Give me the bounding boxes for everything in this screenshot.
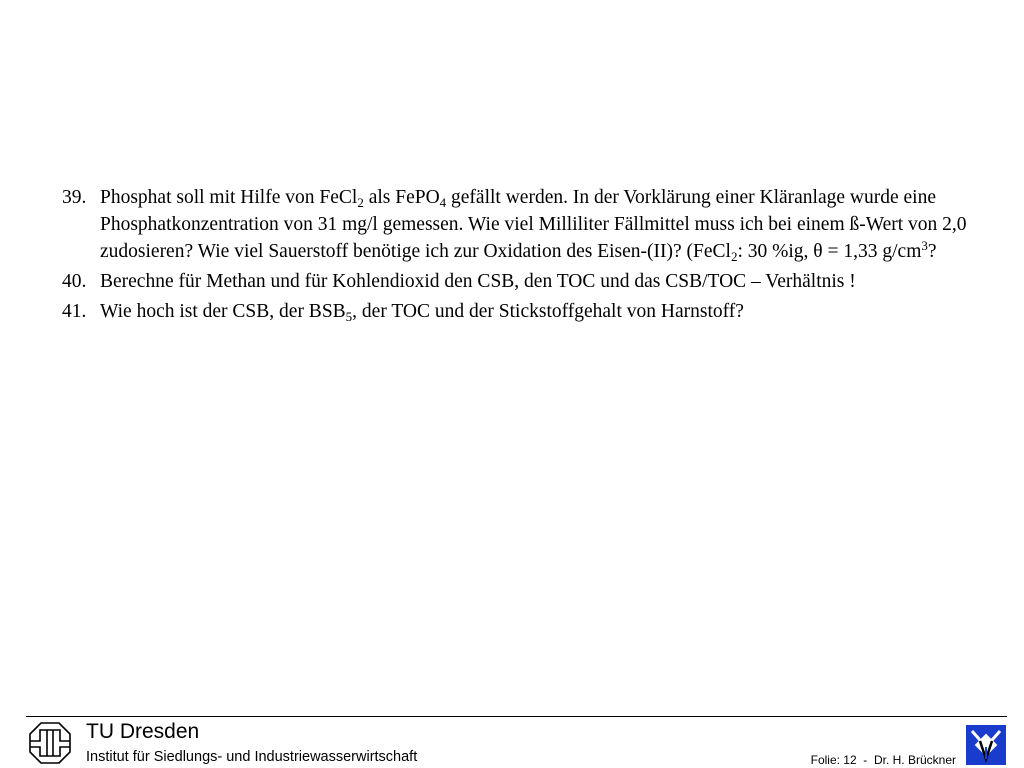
question-number: 39. <box>62 187 87 208</box>
footer-institute: Institut für Siedlungs- und Industriewasserwirtschaft <box>86 749 418 765</box>
text-segment: : 30 %ig, θ = 1,33 g/cm <box>737 241 922 262</box>
footer-university: TU Dresden <box>86 720 200 743</box>
text-segment: ? <box>927 241 937 262</box>
institute-logo-icon <box>966 725 1006 765</box>
question-text <box>100 187 967 262</box>
tu-dresden-logo-icon <box>26 720 74 766</box>
question-text: Berechne für Methan und für Kohlendioxid den CSB, den TOC und das CSB/TOC – Verhältnis ! <box>100 271 856 292</box>
question-number: 41. <box>62 301 87 322</box>
footer-divider <box>26 716 1007 717</box>
subscript: 5 <box>345 309 353 324</box>
question-number: 40. <box>62 271 87 292</box>
question-40 <box>62 268 972 295</box>
question-text <box>100 301 744 322</box>
text-segment: als FePO <box>363 187 440 208</box>
subscript: 4 <box>439 195 447 210</box>
slide-content <box>62 184 972 328</box>
question-41 <box>62 298 972 325</box>
text-segment: Wie hoch ist der CSB, der BSB <box>100 301 346 322</box>
subscript: 2 <box>357 195 364 210</box>
subscript: 2 <box>730 249 738 264</box>
text-segment: gefällt werden. In der Vorklärung einer Kläranlage wurde eine Phosphatkonzentration von 31 mg/l gemessen. Wie viel Milliliter Fällmittel muss ich bei einem ß-Wert von 2,0 zudosieren? Wie viel Sauerstoff benötige ich zur Oxidation des Eisen-(II)? (FeCl <box>100 187 967 262</box>
question-39 <box>62 184 972 265</box>
footer-slide-info: Folie: 12 - Dr. H. Brückner <box>810 753 956 767</box>
text-segment: Phosphat soll mit Hilfe von FeCl <box>100 187 358 208</box>
text-segment: , der TOC und der Stickstoffgehalt von Harnstoff? <box>352 301 744 322</box>
superscript: 3 <box>921 238 928 253</box>
